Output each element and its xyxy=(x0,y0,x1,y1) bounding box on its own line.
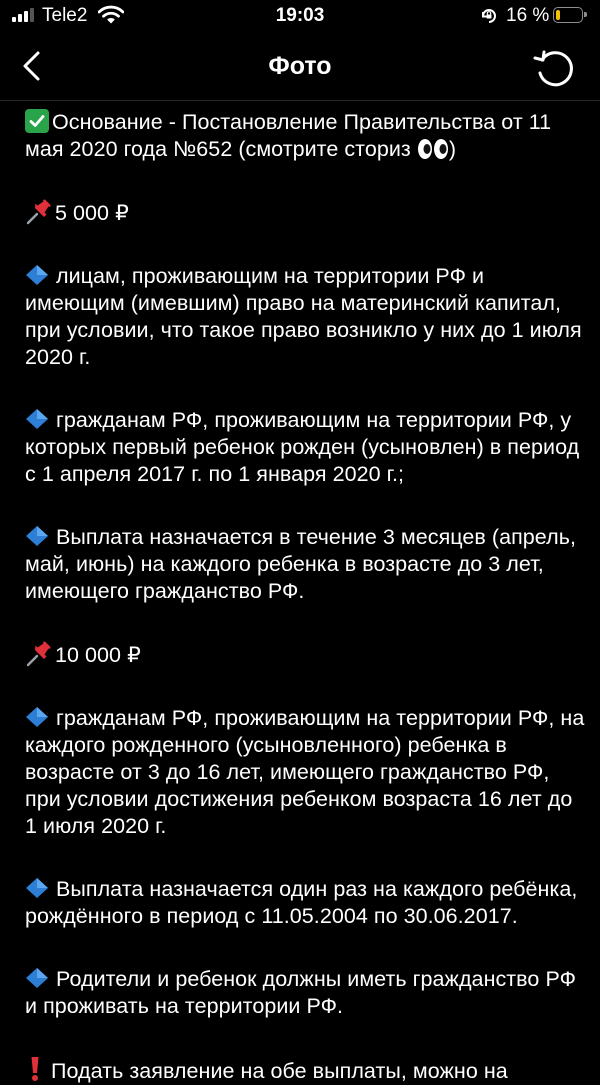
paragraph-5-text: Выплата назначается один раз на каждого ребёнка, рождённого в период с 11.05.2004 по 30.06.2017. xyxy=(25,877,578,928)
basis-text: Основание - Постановление Правительства от 11 мая 2020 года №652 (смотрите сториз xyxy=(25,110,552,161)
page-title: Фото xyxy=(268,52,332,80)
pushpin-icon xyxy=(25,641,53,667)
rotation-lock-icon xyxy=(480,7,498,25)
paragraph-3 xyxy=(25,524,585,605)
amount-10000-text: 10 000 ₽ xyxy=(55,643,141,667)
exclamation-mark-icon xyxy=(25,1056,45,1082)
blue-diamond-icon xyxy=(25,525,49,547)
amount-5000 xyxy=(25,199,585,227)
battery-percent: 16 % xyxy=(506,5,550,26)
paragraph-4 xyxy=(25,705,585,840)
blue-diamond-icon xyxy=(25,408,49,430)
paragraph-6 xyxy=(25,966,585,1020)
paragraph-7-text: Подать заявление на обе выплаты, можно на xyxy=(51,1059,508,1083)
blue-diamond-icon xyxy=(25,967,49,989)
basis-paragraph: Основание - Постановление Правительства от 11 мая 2020 года №652 (смотрите сториз ) xyxy=(25,110,552,161)
status-bar xyxy=(0,0,600,34)
clock: 19:03 xyxy=(275,5,325,26)
navigation-bar xyxy=(0,34,600,101)
blue-diamond-icon xyxy=(25,264,49,286)
paragraph-7 xyxy=(25,1056,585,1085)
post-text xyxy=(25,109,585,1085)
battery-level xyxy=(556,10,560,20)
blue-diamond-icon xyxy=(25,706,49,728)
paragraph-6-text: Родители и ребенок должны иметь гражданство РФ и проживать на территории РФ. xyxy=(25,967,576,1018)
eyes-icon xyxy=(417,138,449,160)
check-mark-icon xyxy=(25,109,49,133)
paragraph-5 xyxy=(25,876,585,930)
amount-10000 xyxy=(25,641,585,669)
battery-icon xyxy=(553,7,583,23)
rotate-ccw-icon[interactable] xyxy=(532,45,576,89)
paragraph-4-text: гражданам РФ, проживающим на территории РФ, на каждого рожденного (усыновленного) ребенка в возрасте от 3 до 16 лет, имеющего гражданство РФ, при условии достижения ребенком возраста 16 лет до 1 июля 2020 г. xyxy=(25,706,585,838)
paragraph-3-text: Выплата назначается в течение 3 месяцев (апрель, май, июнь) на каждого ребенка в возрасте до 3 лет, имеющего гражданство РФ. xyxy=(25,525,576,603)
amount-5000-text: 5 000 ₽ xyxy=(55,201,129,225)
paragraph-1 xyxy=(25,263,585,371)
paragraph-1-text: лицам, проживающим на территории РФ и имеющим (имевшим) право на материнский капитал, при условии, что такое право возникло у них до 1 июля 2020 г. xyxy=(25,264,582,369)
carrier-name: Tele2 xyxy=(42,5,88,26)
pushpin-icon xyxy=(25,199,53,225)
blue-diamond-icon xyxy=(25,877,49,899)
paragraph-2-text: гражданам РФ, проживающим на территории РФ, у которых первый ребенок рожден (усыновлен) в период с 1 апреля 2017 г. по 1 января 2020 г.; xyxy=(25,408,580,486)
paragraph-2 xyxy=(25,407,585,488)
